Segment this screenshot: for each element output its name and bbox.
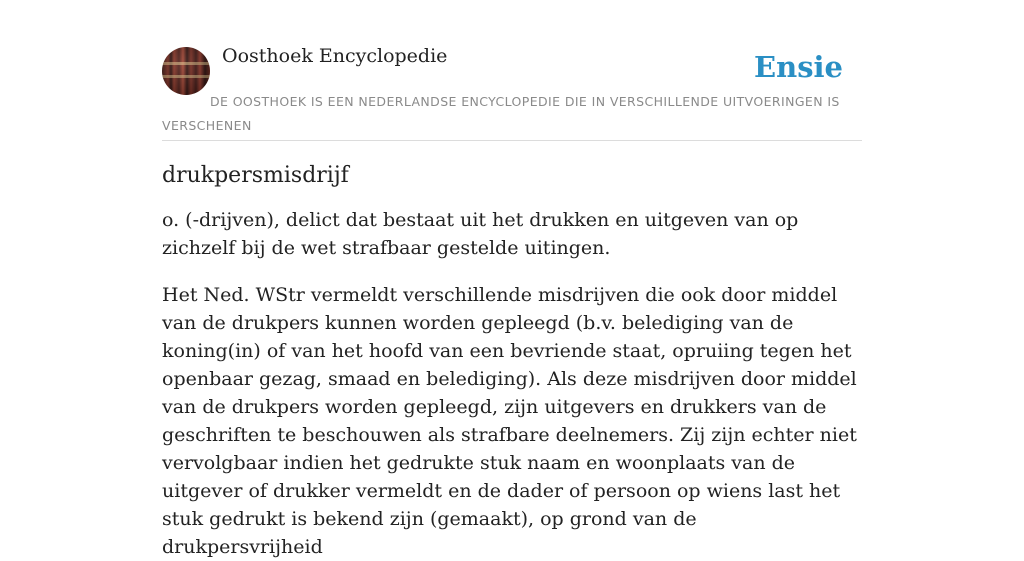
brand-logo[interactable]: Ensie: [754, 50, 843, 84]
article-headword: drukpersmisdrijf: [162, 163, 349, 188]
site-title[interactable]: Oosthoek Encyclopedie: [222, 45, 448, 67]
encyclopedia-avatar[interactable]: [162, 47, 210, 95]
article-definition: o. (-drijven), delict dat bestaat uit het drukken en uitgeven van op zichzelf bij de wet strafbaar gestelde uitingen.: [162, 209, 799, 259]
page: [162, 0, 862, 561]
site-tagline: DE OOSTHOEK IS EEN NEDERLANDSE ENCYCLOPEDIE DIE IN VERSCHILLENDE UITVOERINGEN IS VERSCHENEN: [162, 94, 840, 133]
site-header: [162, 0, 862, 141]
article-body: Het Ned. WStr vermeldt verschillende misdrijven die ook door middel van de drukpers kunnen worden gepleegd (b.v. belediging van de koning(in) of van het hoofd van een bevriende staat, opruiing tegen het openbaar gezag, smaad en belediging). Als deze misdrijven door middel van de drukpers worden gepleegd, zijn uitgevers en drukkers van de geschriften te beschouwen als strafbare deelnemers. Zij zijn echter niet vervolgbaar indien het gedrukte stuk naam en woonplaats van de uitgever of drukker vermeldt en de dader of persoon op wiens last het stuk gedrukt is bekend zijn (gemaakt), op grond van de drukpersvrijheid: [162, 284, 857, 558]
